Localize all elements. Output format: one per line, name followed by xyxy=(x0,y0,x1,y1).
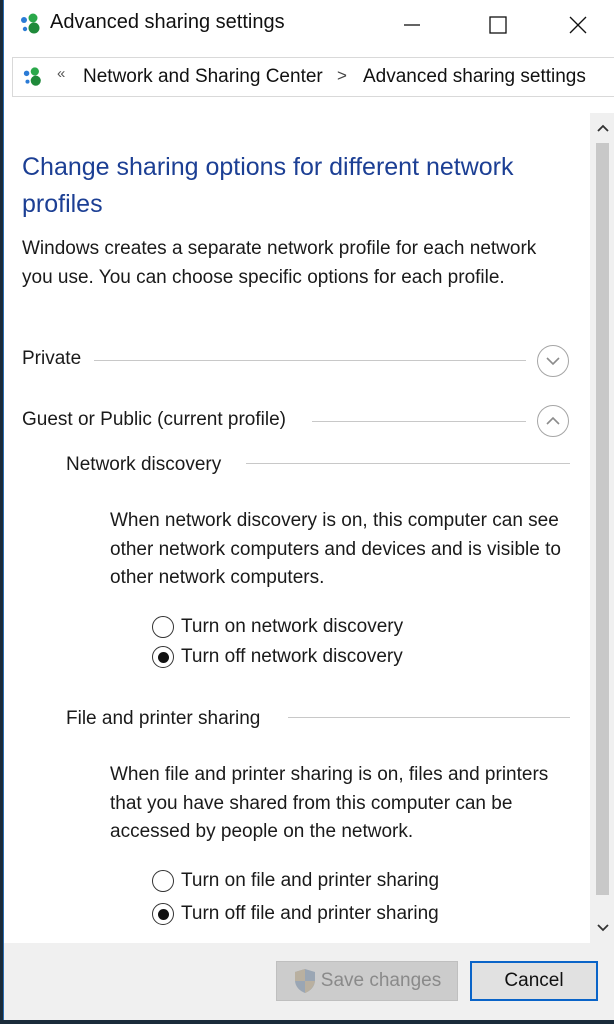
save-changes-label: Save changes xyxy=(320,970,442,991)
radio-label[interactable]: Turn off network discovery xyxy=(181,646,403,667)
divider xyxy=(94,360,526,361)
radio-button[interactable] xyxy=(152,870,174,892)
profile-public-collapse-button[interactable] xyxy=(537,405,569,437)
radio-label[interactable]: Turn on file and printer sharing xyxy=(181,870,440,891)
intro-text: Windows creates a separate network profile for each network you use. You can choose specific options for each profile. xyxy=(22,238,537,288)
window-title: Advanced sharing settings xyxy=(50,11,285,33)
minimize-button[interactable] xyxy=(384,0,440,50)
chevron-down-icon xyxy=(597,924,609,932)
radio-label[interactable]: Turn on network discovery xyxy=(181,616,404,637)
radio-dot xyxy=(158,652,169,663)
close-icon xyxy=(568,15,588,35)
divider xyxy=(246,463,570,464)
radio-network-discovery-on[interactable] xyxy=(152,612,403,642)
breadcrumb-advanced-sharing[interactable]: Advanced sharing settings xyxy=(363,66,586,87)
divider xyxy=(312,421,526,422)
close-button[interactable] xyxy=(550,0,606,50)
advanced-sharing-window xyxy=(3,0,614,1020)
profile-private-label: Private xyxy=(22,348,82,369)
radio-network-discovery-off[interactable] xyxy=(152,642,403,672)
title-bar[interactable] xyxy=(4,0,614,52)
radio-dot xyxy=(158,909,169,920)
network-icon xyxy=(18,12,44,36)
chevron-down-icon xyxy=(545,356,561,366)
divider xyxy=(288,717,570,718)
vertical-scrollbar[interactable] xyxy=(590,113,614,943)
network-discovery-description: When network discovery is on, this computer can see other network computers and devices and is visible to other network computers. xyxy=(110,510,561,588)
maximize-button[interactable] xyxy=(470,0,526,50)
radio-button-selected[interactable] xyxy=(152,903,174,925)
profile-private-header[interactable] xyxy=(22,344,81,374)
dialog-footer xyxy=(4,943,614,1020)
scroll-thumb[interactable] xyxy=(596,143,609,895)
file-printer-sharing-description: When file and printer sharing is on, files and printers that you have shared from this computer can be accessed by people on the network. xyxy=(110,764,549,842)
address-bar[interactable] xyxy=(12,57,614,97)
radio-button-selected[interactable] xyxy=(152,646,174,668)
radio-file-sharing-on[interactable] xyxy=(152,866,439,896)
page-title: Change sharing options for different network profiles xyxy=(22,153,514,218)
settings-content xyxy=(4,113,590,943)
radio-file-sharing-off[interactable] xyxy=(152,899,439,929)
radio-label[interactable]: Turn off file and printer sharing xyxy=(181,903,439,924)
network-discovery-title: Network discovery xyxy=(66,454,222,475)
scroll-down-button[interactable] xyxy=(590,913,614,943)
save-changes-button[interactable] xyxy=(276,961,458,1001)
scroll-up-button[interactable] xyxy=(590,113,614,143)
profile-private-expand-button[interactable] xyxy=(537,345,569,377)
cancel-button[interactable]: Cancel xyxy=(470,961,598,1001)
profile-public-label: Guest or Public (current profile) xyxy=(22,409,286,430)
file-printer-sharing-title: File and printer sharing xyxy=(66,708,261,729)
minimize-icon xyxy=(403,16,421,34)
maximize-icon xyxy=(489,16,507,34)
network-icon xyxy=(21,66,45,88)
uac-shield-icon xyxy=(293,968,317,994)
breadcrumb-separator[interactable]: > xyxy=(337,66,347,85)
chevron-up-icon xyxy=(545,416,561,426)
radio-button[interactable] xyxy=(152,616,174,638)
breadcrumb-overflow[interactable]: « xyxy=(57,65,66,82)
breadcrumb-network-sharing-center[interactable]: Network and Sharing Center xyxy=(83,66,323,87)
chevron-up-icon xyxy=(597,124,609,132)
profile-public-header[interactable] xyxy=(22,405,286,435)
